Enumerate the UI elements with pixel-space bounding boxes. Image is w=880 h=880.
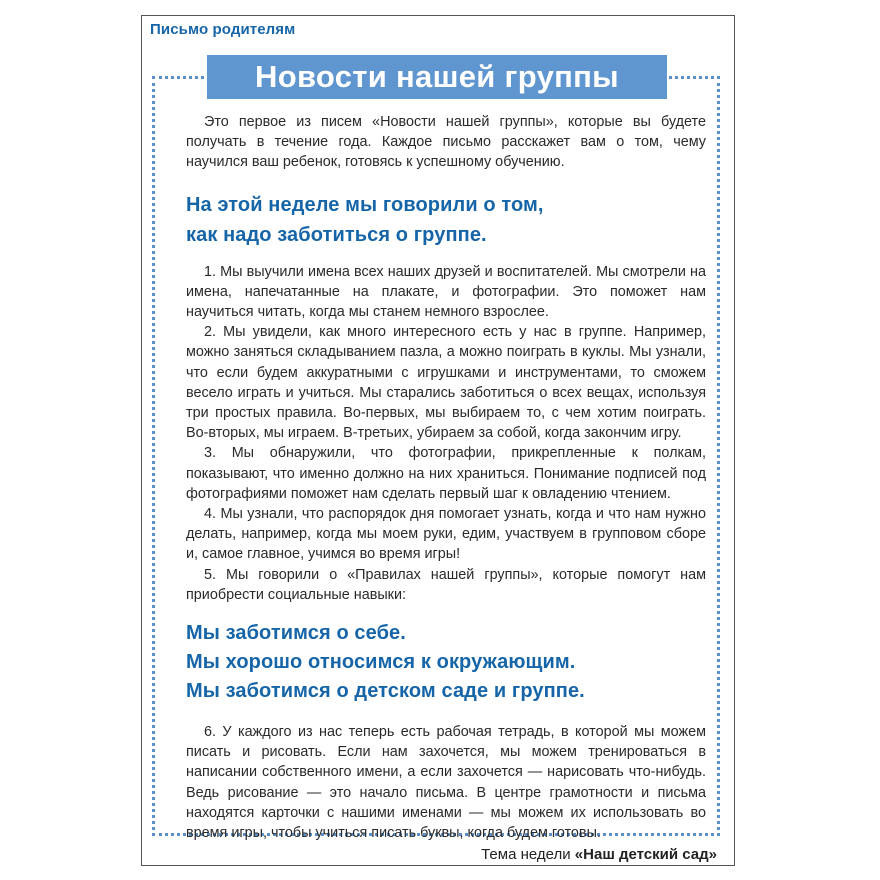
footer-theme-title: «Наш детский сад»: [574, 846, 717, 863]
list-item-5: 5. Мы говорили о «Правилах нашей группы», которые помогут нам приобрести социальные навыки:: [186, 566, 706, 603]
page-title: Новости нашей группы: [207, 55, 667, 99]
footer-theme: [481, 846, 717, 863]
intro-paragraph: Это первое из писем «Новости нашей группы», которые вы будете получать в течение года. Каждое письмо расскажет вам о том, чему научился ваш ребенок, готовясь к успешному обучению.: [186, 114, 706, 171]
list-item-4: 4. Мы узнали, что распорядок дня помогает узнать, когда и что нам нужно делать, например, когда мы моем руки, едим, участвуем в групповом сборе и, самое главное, учимся во время игры!: [186, 506, 706, 563]
list-item-3: 3. Мы обнаружили, что фотографии, прикрепленные к полкам, показывают, что именно должно на них храниться. Понимание подписей под фотографиями поможет нам сделать первый шаг к овладению чтением.: [186, 445, 706, 502]
week-headline-line-1: На этой неделе мы говорили о том,: [186, 193, 544, 216]
rule-1: Мы заботимся о себе.: [186, 622, 406, 645]
footer-prefix: Тема недели: [481, 846, 575, 863]
rule-2: Мы хорошо относимся к окружающим.: [186, 651, 576, 674]
list-item-2: 2. Мы увидели, как много интересного есть у нас в группе. Например, можно заняться складыванием пазла, а можно поиграть в куклы. Мы узнали, что если будем аккуратными с игрушками и инструментами, то сможем весело играть и учиться. Мы старались заботиться о всех вещах, используя три простых правила. Во-первых, мы выбираем то, с чем хотим поиграть. Во-вторых, мы играем. В-третьих, убираем за собой, когда закончим игру.: [186, 324, 706, 442]
letter-body: [186, 112, 706, 843]
list-item-6: 6. У каждого из нас теперь есть рабочая тетрадь, в которой мы можем писать и рисовать. Если нам захочется, мы можем тренироваться в написании собственного имени, а если захочется — нарисовать что-нибудь. Ведь рисование — это начало письма. В центре грамотности и письма находятся карточки с нашими именами — мы можем их использовать во время игры, чтобы учиться писать буквы, когда будем готовы.: [186, 724, 706, 842]
list-item-1: 1. Мы выучили имена всех наших друзей и воспитателей. Мы смотрели на имена, напечатанные на плакате, и фотографии. Это поможет нам научиться читать, когда мы станем немного взрослее.: [186, 263, 706, 321]
week-headline-line-2: как надо заботиться о группе.: [186, 223, 487, 246]
rule-3: Мы заботимся о детском саде и группе.: [186, 680, 585, 703]
group-rules: [186, 619, 706, 706]
week-headline: [186, 190, 706, 250]
section-label: Письмо родителям: [150, 21, 296, 38]
